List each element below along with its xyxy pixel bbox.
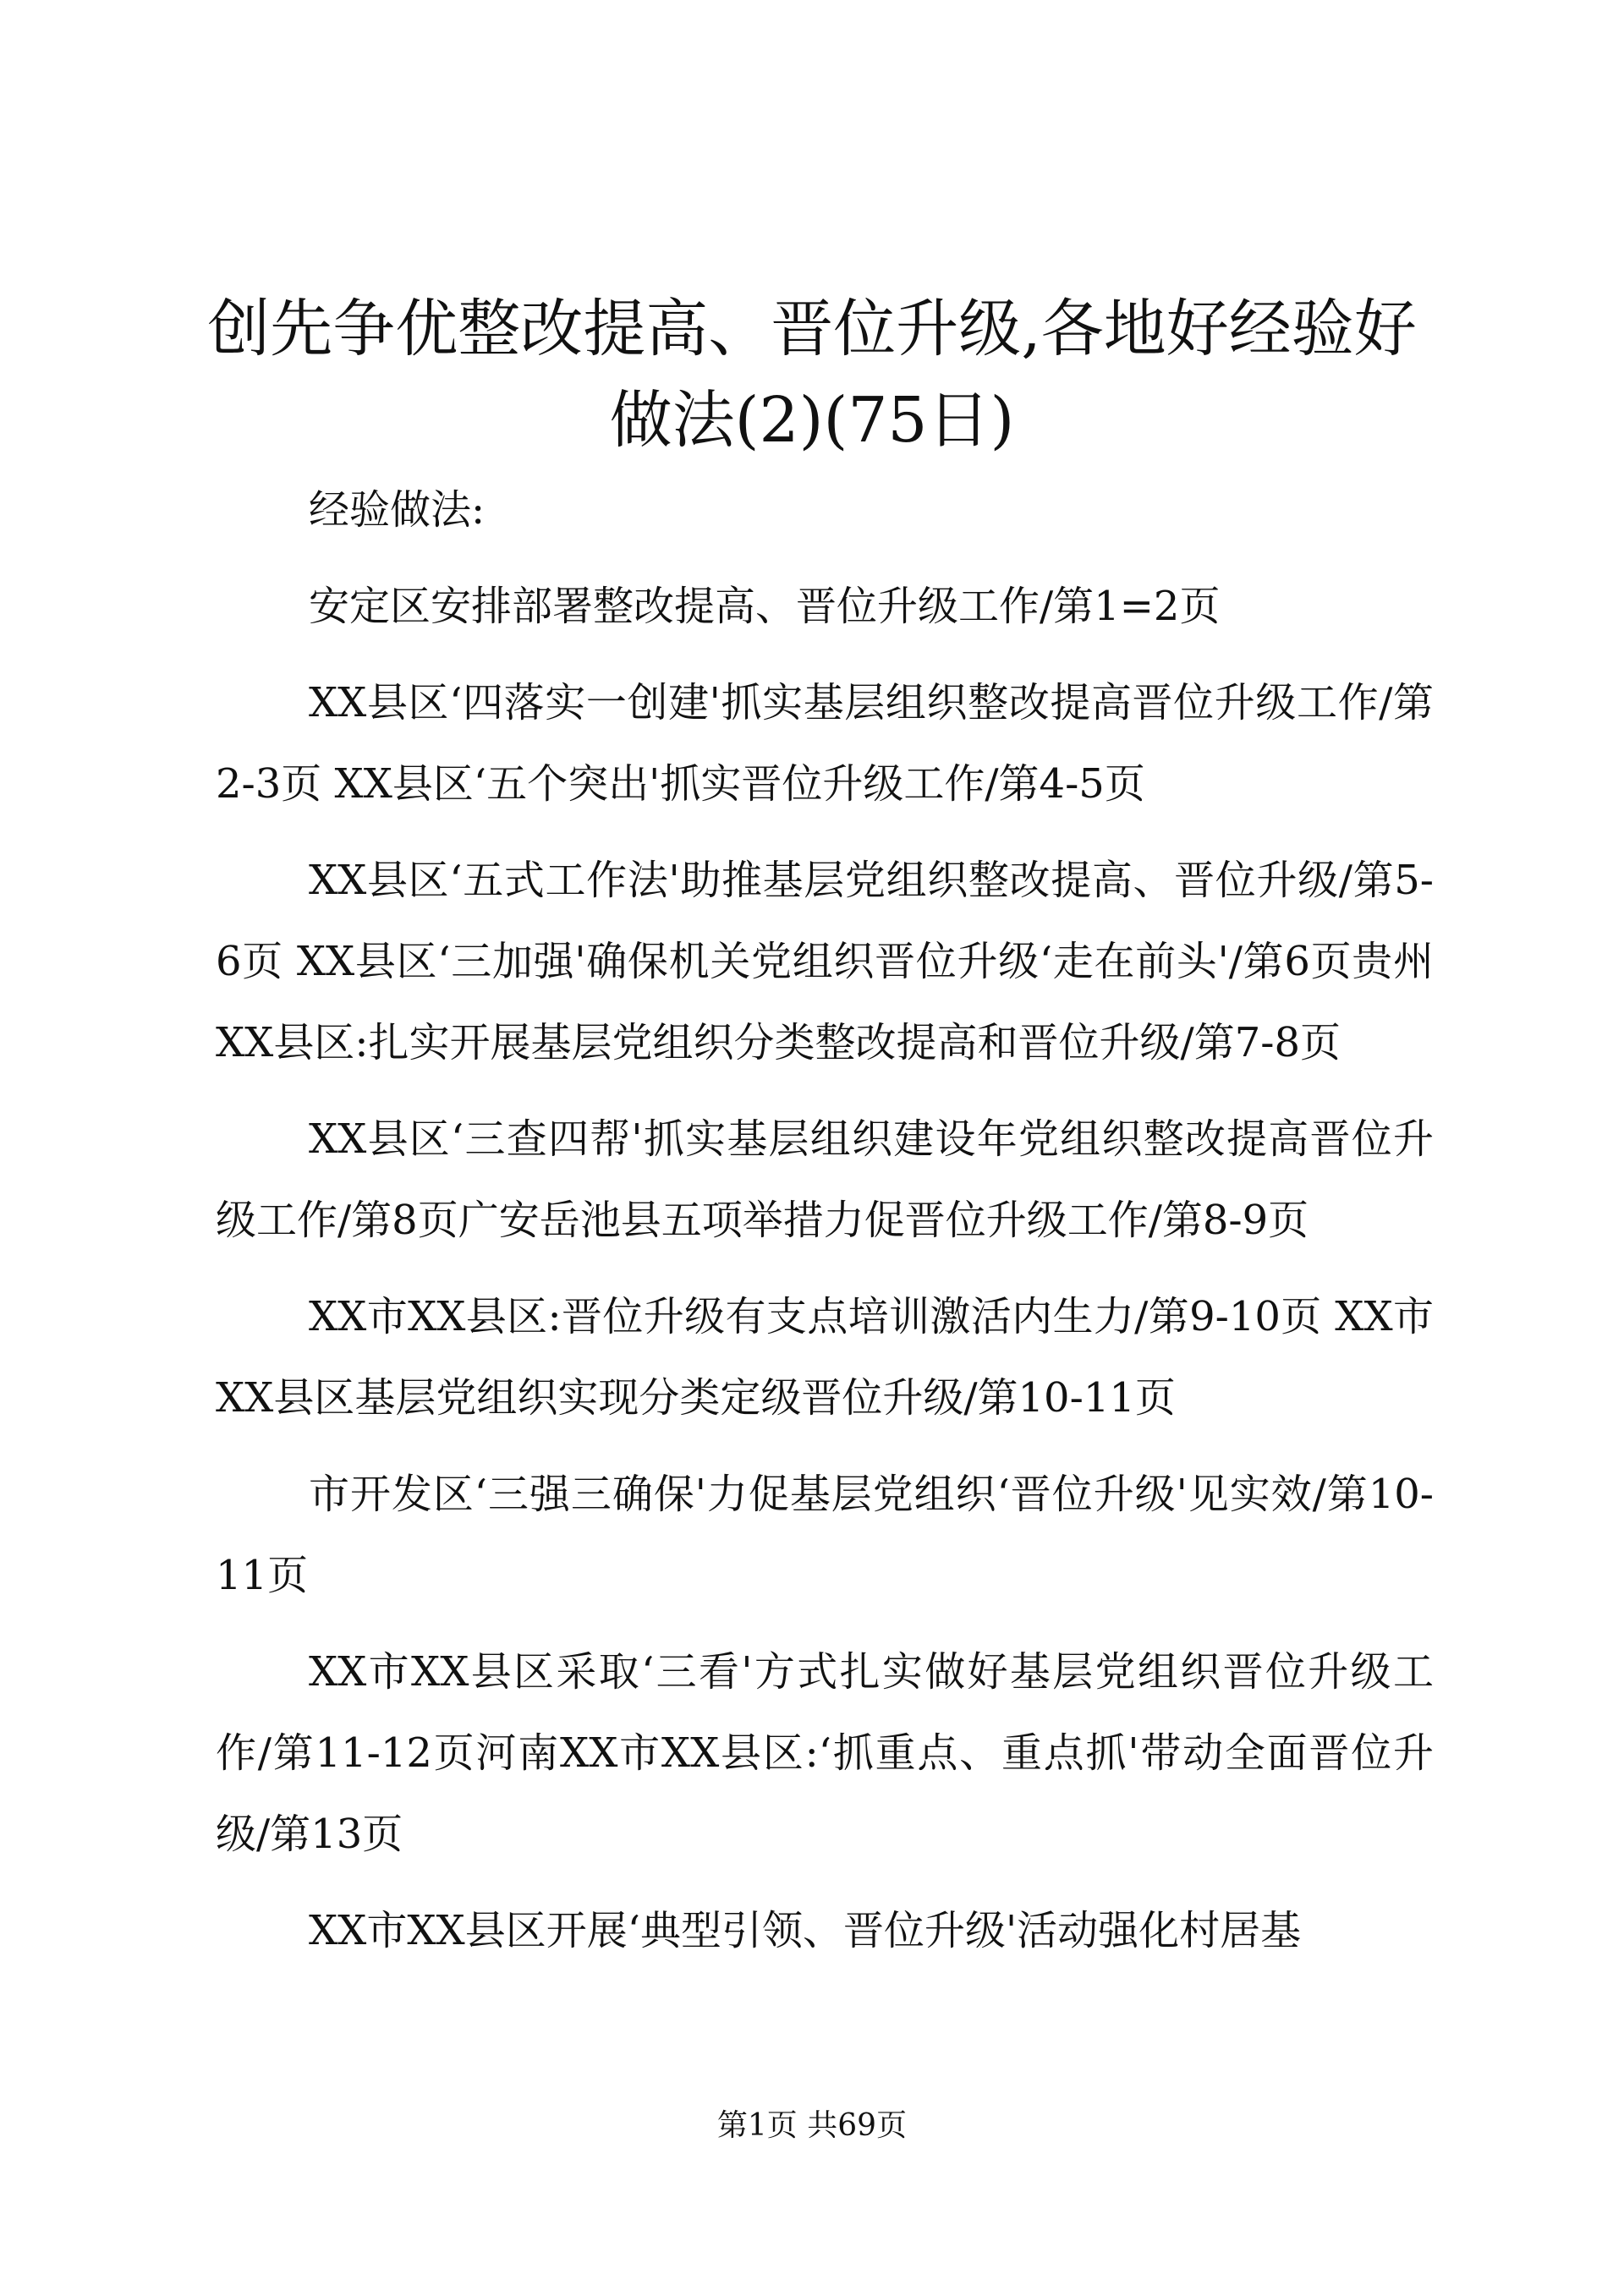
page-number-footer: 第1页 共69页 [716,2108,908,2143]
paragraph: 经验做法: [309,486,486,534]
paragraph: 安定区安排部署整改提高、晋位升级工作/第1=2页 [309,583,1221,630]
document-title: 创先争优整改提高、晋位升级,各地好经验好做法(2)(75日) [207,293,1417,457]
document-body [216,469,1434,1986]
paragraph: XX市XX县区开展‘典型引领、晋位升级'活动强化村居基 [309,1907,1302,1954]
paragraph: XX县区‘三查四帮'抓实基层组织建设年党组织整改提高晋位升级工作/第8页广安岳池县五项举措力促晋位升级工作/第8-9页 [216,1115,1434,1244]
paragraph: XX县区‘五式工作法'助推基层党组织整改提高、晋位升级/第5-6页 XX县区‘三加强'确保机关党组织晋位升级‘走在前头'/第6页贵州XX县区:扎实开展基层党组织分类整改提高和晋位升级/第7-8页 [216,857,1434,1066]
paragraph: 市开发区‘三强三确保'力促基层党组织‘晋位升级'见实效/第10-11页 [216,1471,1434,1599]
paragraph: XX市XX县区采取‘三看'方式扎实做好基层党组织晋位升级工作/第11-12页河南XX市XX县区:‘抓重点、重点抓'带动全面晋位升级/第13页 [216,1648,1434,1858]
paragraph: XX县区‘四落实一创建'抓实基层组织整改提高晋位升级工作/第2-3页 XX县区‘五个突出'抓实晋位升级工作/第4-5页 [216,679,1434,808]
paragraph: XX市XX县区:晋位升级有支点培训激活内生力/第9-10页 XX市XX县区基层党组织实现分类定级晋位升级/第10-11页 [216,1293,1434,1422]
